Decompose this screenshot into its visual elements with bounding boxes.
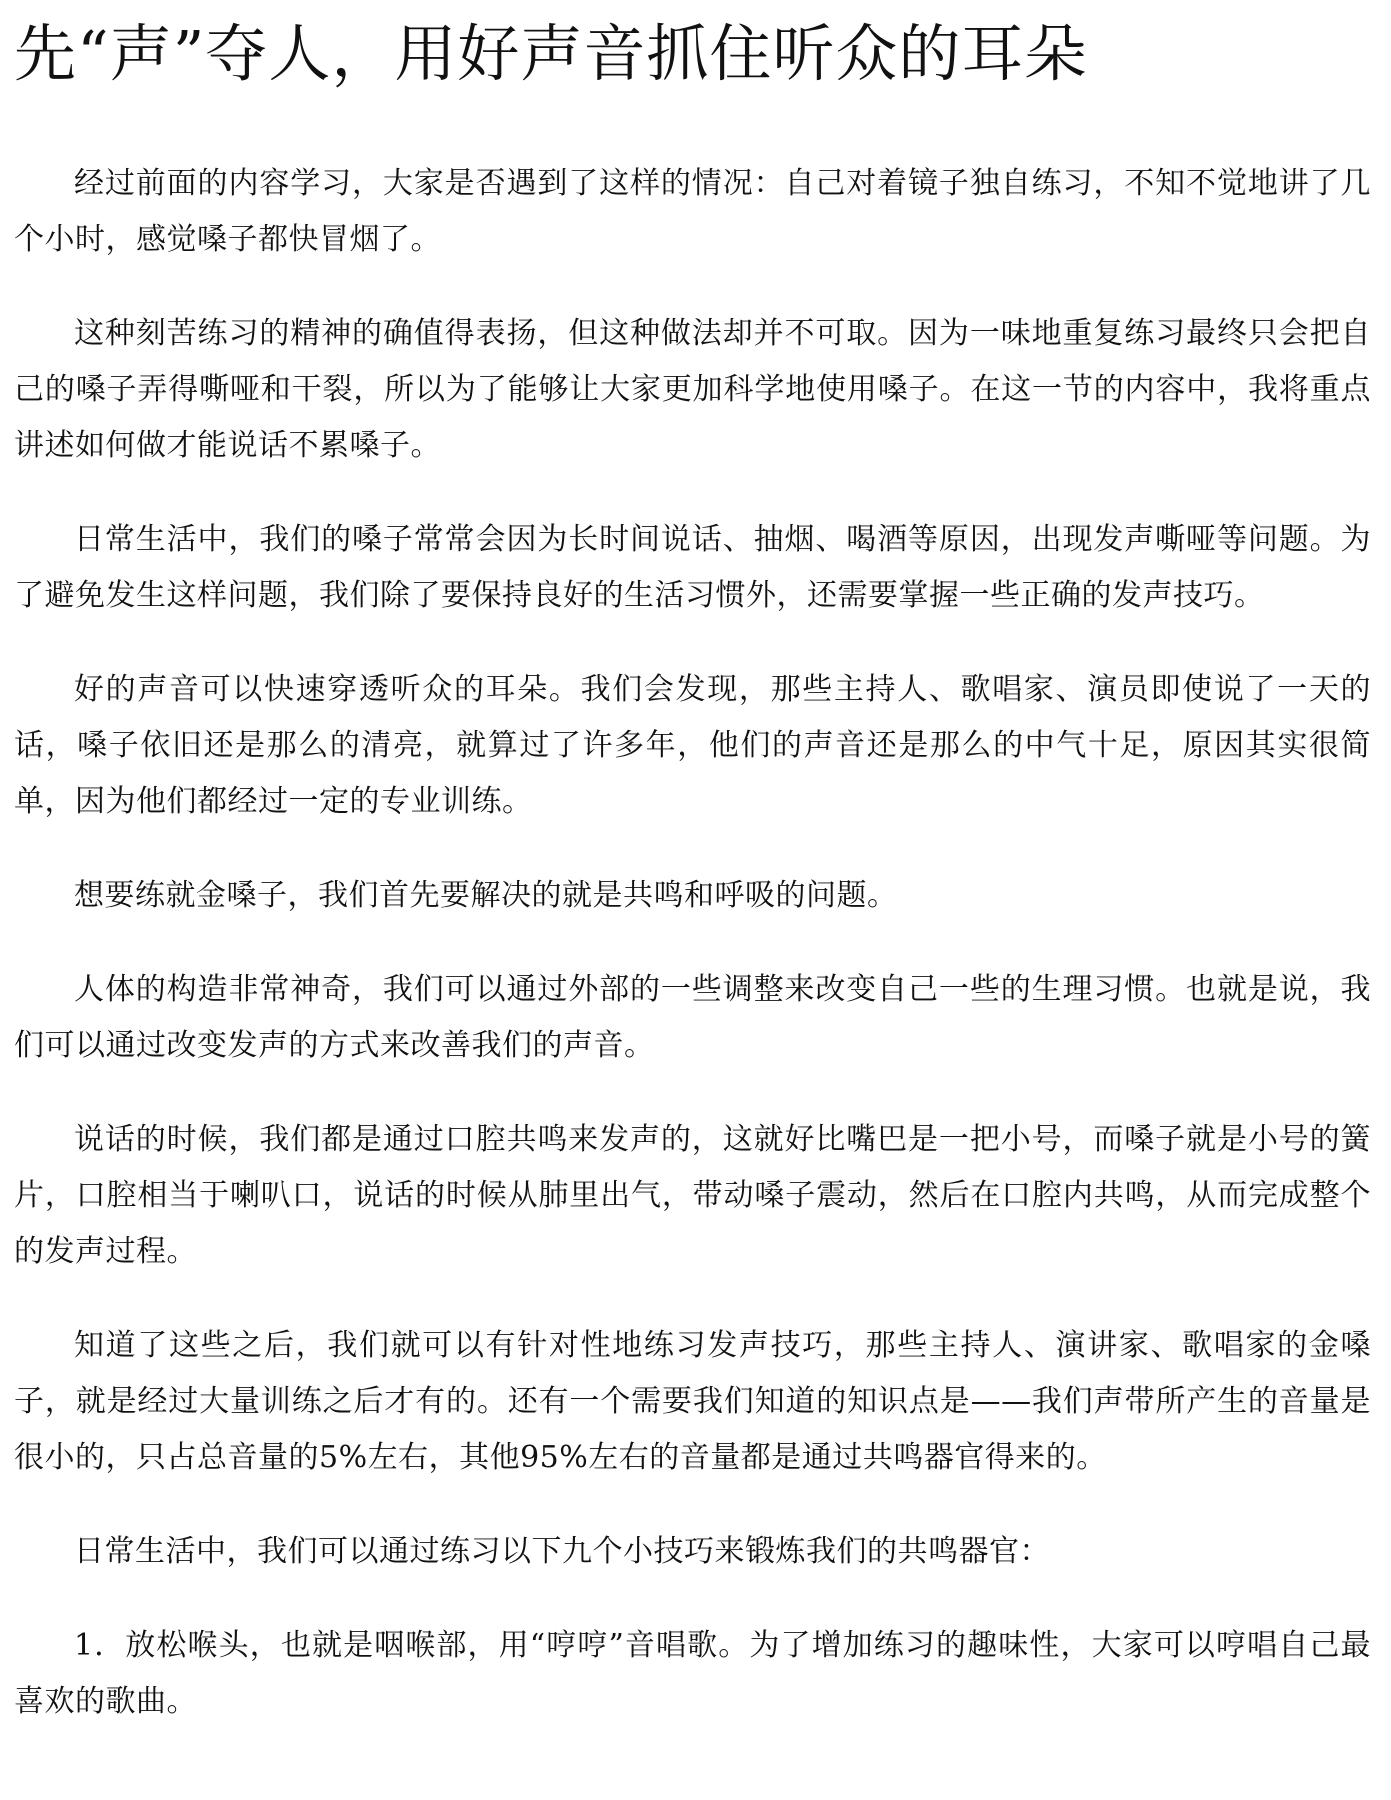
- paragraph: 经过前面的内容学习，大家是否遇到了这样的情况：自己对着镜子独自练习，不知不觉地讲了几个小时，感觉嗓子都快冒烟了。: [14, 166, 1371, 257]
- document-title: 先“声”夺人，用好声音抓住听众的耳朵: [14, 17, 1088, 90]
- document-body: [14, 156, 1371, 1730]
- paragraph: 人体的构造非常神奇，我们可以通过外部的一些调整来改变自己一些的生理习惯。也就是说，我们可以通过改变发声的方式来改善我们的声音。: [14, 972, 1371, 1063]
- paragraph: 想要练就金嗓子，我们首先要解决的就是共鸣和呼吸的问题。: [74, 878, 898, 913]
- list-item: 1．放松喉头，也就是咽喉部，用“哼哼”音唱歌。为了增加练习的趣味性，大家可以哼唱自己最喜欢的歌曲。: [14, 1628, 1371, 1719]
- paragraph: 知道了这些之后，我们就可以有针对性地练习发声技巧，那些主持人、演讲家、歌唱家的金嗓子，就是经过大量训练之后才有的。还有一个需要我们知道的知识点是——我们声带所产生的音量是很小的，只占总音量的5%左右，其他95%左右的音量都是通过共鸣器官得来的。: [14, 1328, 1371, 1475]
- paragraph: 日常生活中，我们可以通过练习以下九个小技巧来锻炼我们的共鸣器官：: [74, 1534, 1050, 1569]
- paragraph: 日常生活中，我们的嗓子常常会因为长时间说话、抽烟、喝酒等原因，出现发声嘶哑等问题。为了避免发生这样问题，我们除了要保持良好的生活习惯外，还需要掌握一些正确的发声技巧。: [14, 522, 1371, 613]
- paragraph: 说话的时候，我们都是通过口腔共鸣来发声的，这就好比嘴巴是一把小号，而嗓子就是小号的簧片，口腔相当于喇叭口，说话的时候从肺里出气，带动嗓子震动，然后在口腔内共鸣，从而完成整个的发声过程。: [14, 1122, 1371, 1269]
- paragraph: 好的声音可以快速穿透听众的耳朵。我们会发现，那些主持人、歌唱家、演员即使说了一天的话，嗓子依旧还是那么的清亮，就算过了许多年，他们的声音还是那么的中气十足，原因其实很简单，因为他们都经过一定的专业训练。: [14, 672, 1371, 819]
- paragraph: 这种刻苦练习的精神的确值得表扬，但这种做法却并不可取。因为一味地重复练习最终只会把自己的嗓子弄得嘶哑和干裂，所以为了能够让大家更加科学地使用嗓子。在这一节的内容中，我将重点讲述如何做才能说话不累嗓子。: [14, 316, 1371, 463]
